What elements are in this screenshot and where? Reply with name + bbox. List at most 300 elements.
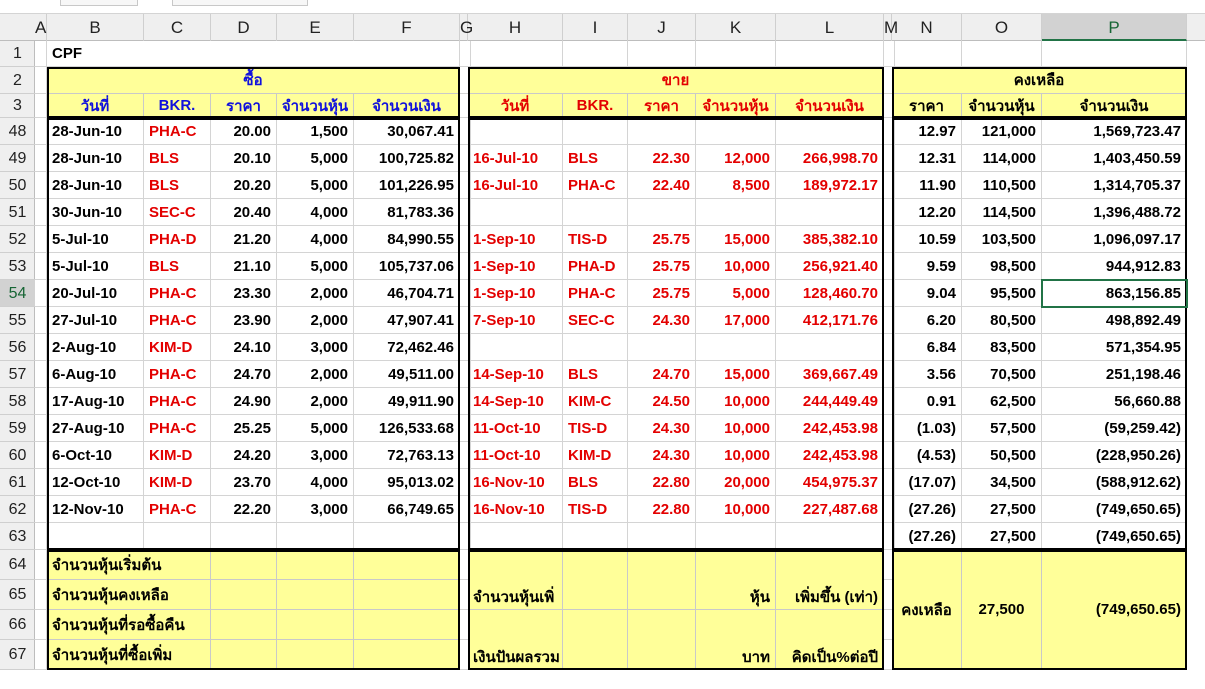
row-header-62[interactable]: 62 [0, 496, 35, 523]
balance-summary-amount[interactable]: (749,650.65) [1042, 550, 1187, 670]
row-header-51[interactable]: 51 [0, 199, 35, 226]
buy-cell[interactable] [277, 523, 354, 550]
gap-cell[interactable] [35, 523, 47, 550]
sell-cell[interactable] [628, 199, 696, 226]
balance-cell[interactable]: (17.07) [892, 469, 962, 496]
buy-cell[interactable]: 3,000 [277, 496, 354, 523]
summary-label[interactable]: จำนวนหุ้นที่ซื้อเพิ่ม [47, 640, 211, 670]
row-header-49[interactable]: 49 [0, 145, 35, 172]
buy-cell[interactable]: 6-Aug-10 [47, 361, 144, 388]
sell-header-2[interactable]: ราคา [628, 94, 696, 118]
buy-cell[interactable]: 2,000 [277, 280, 354, 307]
gap-cell[interactable] [35, 118, 47, 145]
buy-cell[interactable]: 20-Jul-10 [47, 280, 144, 307]
balance-header-0[interactable]: ราคา [892, 94, 962, 118]
sell-cell[interactable]: 256,921.40 [776, 253, 884, 280]
sell-cell[interactable] [776, 334, 884, 361]
balance-cell[interactable]: 1,569,723.47 [1042, 118, 1187, 145]
sell-cell[interactable] [696, 523, 776, 550]
sell-cell[interactable]: 10,000 [696, 496, 776, 523]
gap-cell[interactable] [35, 640, 47, 670]
sell-cell[interactable]: 25.75 [628, 253, 696, 280]
sell-cell[interactable]: 16-Nov-10 [468, 469, 563, 496]
sell-cell[interactable]: 189,972.17 [776, 172, 884, 199]
sell-cell[interactable]: SEC-C [563, 307, 628, 334]
balance-cell[interactable]: (27.26) [892, 523, 962, 550]
buy-cell[interactable]: 81,783.36 [354, 199, 460, 226]
sell-cell[interactable]: 15,000 [696, 361, 776, 388]
sell-cell[interactable]: 128,460.70 [776, 280, 884, 307]
buy-cell[interactable]: PHA-C [144, 118, 211, 145]
sell-cell[interactable]: 16-Jul-10 [468, 172, 563, 199]
gap-cell[interactable] [35, 442, 47, 469]
buy-cell[interactable]: 3,000 [277, 334, 354, 361]
empty-cell[interactable] [628, 41, 696, 67]
balance-summary-qty[interactable]: 27,500 [962, 550, 1042, 670]
buy-cell[interactable]: 6-Oct-10 [47, 442, 144, 469]
buy-cell[interactable]: 100,725.82 [354, 145, 460, 172]
row-header-66[interactable]: 66 [0, 610, 35, 640]
sell-cell[interactable]: 12,000 [696, 145, 776, 172]
sell-cell[interactable]: TIS-D [563, 415, 628, 442]
summary-empty-cell[interactable] [277, 580, 354, 610]
column-header-c[interactable]: C [144, 14, 211, 41]
buy-cell[interactable]: PHA-C [144, 496, 211, 523]
row-header-52[interactable]: 52 [0, 226, 35, 253]
empty-cell[interactable] [962, 41, 1042, 67]
sell-cell[interactable]: 1-Sep-10 [468, 253, 563, 280]
buy-cell[interactable]: 84,990.55 [354, 226, 460, 253]
gap-cell[interactable] [35, 145, 47, 172]
row-header-60[interactable]: 60 [0, 442, 35, 469]
row-header-57[interactable]: 57 [0, 361, 35, 388]
row-header-54[interactable]: 54 [0, 280, 35, 307]
balance-cell[interactable]: 6.20 [892, 307, 962, 334]
column-header-o[interactable]: O [962, 14, 1042, 41]
balance-cell[interactable]: 57,500 [962, 415, 1042, 442]
buy-cell[interactable]: 5-Jul-10 [47, 226, 144, 253]
buy-cell[interactable]: 2-Aug-10 [47, 334, 144, 361]
sell-cell[interactable]: 14-Sep-10 [468, 388, 563, 415]
row-header-61[interactable]: 61 [0, 469, 35, 496]
sell-cell[interactable] [696, 334, 776, 361]
sell-cell[interactable] [468, 334, 563, 361]
sell-cell[interactable] [696, 199, 776, 226]
buy-cell[interactable]: KIM-D [144, 469, 211, 496]
row-header-48[interactable]: 48 [0, 118, 35, 145]
row-header-65[interactable]: 65 [0, 580, 35, 610]
balance-cell[interactable]: 9.59 [892, 253, 962, 280]
buy-cell[interactable]: 49,511.00 [354, 361, 460, 388]
buy-cell[interactable]: PHA-C [144, 415, 211, 442]
buy-cell[interactable]: 2,000 [277, 307, 354, 334]
row-header-3[interactable]: 3 [0, 94, 35, 118]
balance-cell[interactable]: 103,500 [962, 226, 1042, 253]
gap-cell[interactable] [35, 496, 47, 523]
buy-cell[interactable]: 72,462.46 [354, 334, 460, 361]
buy-cell[interactable]: 3,000 [277, 442, 354, 469]
gap-cell[interactable] [35, 199, 47, 226]
sell-cell[interactable]: PHA-C [563, 280, 628, 307]
buy-cell[interactable]: 17-Aug-10 [47, 388, 144, 415]
buy-cell[interactable]: 23.70 [211, 469, 277, 496]
column-header-p[interactable]: P [1042, 14, 1187, 41]
balance-header-2[interactable]: จำนวนเงิน [1042, 94, 1187, 118]
sell-summary-label-2[interactable]: เงินปันผลรวม [468, 610, 563, 670]
buy-cell[interactable]: 20.40 [211, 199, 277, 226]
column-header-b[interactable]: B [47, 14, 144, 41]
buy-cell[interactable]: 47,907.41 [354, 307, 460, 334]
gap-cell[interactable] [35, 610, 47, 640]
empty-cell[interactable] [1042, 41, 1187, 67]
summary-empty-cell[interactable] [211, 580, 277, 610]
column-header-j[interactable]: J [628, 14, 696, 41]
sell-cell[interactable]: 5,000 [696, 280, 776, 307]
column-header-d[interactable]: D [211, 14, 277, 41]
balance-cell[interactable]: 27,500 [962, 523, 1042, 550]
buy-section-header[interactable]: ซื้อ [47, 67, 460, 94]
balance-cell[interactable]: 3.56 [892, 361, 962, 388]
summary-empty-cell[interactable] [211, 640, 277, 670]
empty-cell[interactable] [563, 41, 628, 67]
buy-cell[interactable]: 105,737.06 [354, 253, 460, 280]
sell-cell[interactable]: 266,998.70 [776, 145, 884, 172]
sell-cell[interactable] [563, 118, 628, 145]
buy-header-3[interactable]: จำนวนหุ้น [277, 94, 354, 118]
buy-cell[interactable]: 30,067.41 [354, 118, 460, 145]
gap-cell[interactable] [35, 41, 47, 67]
sell-cell[interactable]: BLS [563, 469, 628, 496]
column-header-f[interactable]: F [354, 14, 460, 41]
buy-cell[interactable]: 66,749.65 [354, 496, 460, 523]
buy-cell[interactable]: 2,000 [277, 388, 354, 415]
buy-cell[interactable] [354, 523, 460, 550]
sell-cell[interactable]: 16-Nov-10 [468, 496, 563, 523]
sell-cell[interactable]: PHA-C [563, 172, 628, 199]
buy-cell[interactable] [144, 523, 211, 550]
summary-empty-cell[interactable] [354, 580, 460, 610]
sell-section-header[interactable]: ขาย [468, 67, 884, 94]
sell-summary-unit-1[interactable]: หุ้น [696, 550, 776, 610]
sell-cell[interactable] [563, 199, 628, 226]
buy-cell[interactable]: 21.20 [211, 226, 277, 253]
sell-header-4[interactable]: จำนวนเงิน [776, 94, 884, 118]
buy-cell[interactable]: 95,013.02 [354, 469, 460, 496]
summary-empty-cell[interactable] [628, 550, 696, 610]
buy-cell[interactable]: 2,000 [277, 361, 354, 388]
buy-cell[interactable]: 28-Jun-10 [47, 172, 144, 199]
gap-cell[interactable] [35, 415, 47, 442]
balance-cell[interactable]: (59,259.42) [1042, 415, 1187, 442]
buy-cell[interactable]: 24.10 [211, 334, 277, 361]
gap-cell[interactable] [35, 307, 47, 334]
empty-cell[interactable] [696, 41, 776, 67]
row-header-1[interactable]: 1 [0, 41, 35, 67]
sell-cell[interactable]: 10,000 [696, 253, 776, 280]
buy-cell[interactable]: 4,000 [277, 469, 354, 496]
sell-cell[interactable]: 25.75 [628, 280, 696, 307]
balance-cell[interactable]: 1,403,450.59 [1042, 145, 1187, 172]
row-header-53[interactable]: 53 [0, 253, 35, 280]
balance-cell[interactable]: 944,912.83 [1042, 253, 1187, 280]
balance-cell[interactable]: 121,000 [962, 118, 1042, 145]
summary-empty-cell[interactable] [563, 550, 628, 610]
buy-cell[interactable]: 20.20 [211, 172, 277, 199]
empty-cell[interactable] [892, 41, 962, 67]
balance-cell[interactable]: 34,500 [962, 469, 1042, 496]
balance-cell[interactable]: 114,000 [962, 145, 1042, 172]
sell-cell[interactable]: 17,000 [696, 307, 776, 334]
buy-cell[interactable]: 5-Jul-10 [47, 253, 144, 280]
balance-cell[interactable]: 50,500 [962, 442, 1042, 469]
buy-cell[interactable]: 24.70 [211, 361, 277, 388]
sell-cell[interactable] [628, 118, 696, 145]
sell-cell[interactable]: 1-Sep-10 [468, 280, 563, 307]
sell-cell[interactable] [628, 523, 696, 550]
buy-cell[interactable]: BLS [144, 172, 211, 199]
sell-cell[interactable]: 369,667.49 [776, 361, 884, 388]
summary-empty-cell[interactable] [211, 610, 277, 640]
sell-cell[interactable]: 14-Sep-10 [468, 361, 563, 388]
gap-cell[interactable] [35, 253, 47, 280]
sell-cell[interactable]: TIS-D [563, 496, 628, 523]
column-header-i[interactable]: I [563, 14, 628, 41]
title-cell[interactable]: CPF [47, 41, 460, 67]
column-header-g[interactable]: G [460, 14, 468, 41]
sell-cell[interactable]: KIM-C [563, 388, 628, 415]
row-header-58[interactable]: 58 [0, 388, 35, 415]
balance-cell[interactable]: 12.20 [892, 199, 962, 226]
sell-cell[interactable]: 1-Sep-10 [468, 226, 563, 253]
summary-empty-cell[interactable] [628, 610, 696, 670]
sell-cell[interactable]: BLS [563, 361, 628, 388]
sell-cell[interactable]: 24.30 [628, 442, 696, 469]
sell-summary-label-1[interactable]: จำนวนหุ้นเพิ่ [468, 550, 563, 610]
sell-cell[interactable]: 24.70 [628, 361, 696, 388]
buy-cell[interactable]: 23.30 [211, 280, 277, 307]
sell-cell[interactable]: 242,453.98 [776, 442, 884, 469]
buy-cell[interactable] [211, 523, 277, 550]
sell-cell[interactable]: 10,000 [696, 442, 776, 469]
balance-cell[interactable]: 1,314,705.37 [1042, 172, 1187, 199]
sell-cell[interactable] [563, 334, 628, 361]
sell-header-1[interactable]: BKR. [563, 94, 628, 118]
row-header-50[interactable]: 50 [0, 172, 35, 199]
summary-label[interactable]: จำนวนหุ้นที่รอซื้อคืน [47, 610, 211, 640]
buy-cell[interactable]: BLS [144, 253, 211, 280]
buy-cell[interactable]: KIM-D [144, 334, 211, 361]
balance-cell[interactable]: 62,500 [962, 388, 1042, 415]
summary-empty-cell[interactable] [354, 550, 460, 580]
sell-header-0[interactable]: วันที่ [468, 94, 563, 118]
balance-cell[interactable]: (228,950.26) [1042, 442, 1187, 469]
empty-cell[interactable] [468, 41, 563, 67]
summary-empty-cell[interactable] [354, 640, 460, 670]
gap-cell[interactable] [35, 388, 47, 415]
sell-cell[interactable]: 454,975.37 [776, 469, 884, 496]
gap-cell[interactable] [35, 226, 47, 253]
sell-cell[interactable]: 20,000 [696, 469, 776, 496]
buy-cell[interactable]: 5,000 [277, 172, 354, 199]
buy-cell[interactable]: PHA-C [144, 307, 211, 334]
sell-cell[interactable] [776, 199, 884, 226]
buy-cell[interactable]: 4,000 [277, 199, 354, 226]
summary-empty-cell[interactable] [354, 610, 460, 640]
buy-cell[interactable]: BLS [144, 145, 211, 172]
summary-empty-cell[interactable] [277, 550, 354, 580]
balance-cell[interactable]: 27,500 [962, 496, 1042, 523]
buy-cell[interactable]: 1,500 [277, 118, 354, 145]
buy-cell[interactable]: PHA-C [144, 361, 211, 388]
buy-header-2[interactable]: ราคา [211, 94, 277, 118]
sell-cell[interactable]: 10,000 [696, 415, 776, 442]
balance-cell[interactable]: 6.84 [892, 334, 962, 361]
buy-cell[interactable]: 101,226.95 [354, 172, 460, 199]
summary-empty-cell[interactable] [277, 640, 354, 670]
buy-cell[interactable]: 72,763.13 [354, 442, 460, 469]
sell-cell[interactable]: BLS [563, 145, 628, 172]
balance-cell[interactable]: 114,500 [962, 199, 1042, 226]
row-header-63[interactable]: 63 [0, 523, 35, 550]
empty-cell[interactable] [776, 41, 884, 67]
buy-cell[interactable]: 28-Jun-10 [47, 118, 144, 145]
gap-cell[interactable] [35, 172, 47, 199]
balance-cell[interactable]: 10.59 [892, 226, 962, 253]
gap-cell[interactable] [35, 361, 47, 388]
sell-cell[interactable] [628, 334, 696, 361]
balance-cell[interactable]: 12.97 [892, 118, 962, 145]
buy-header-0[interactable]: วันที่ [47, 94, 144, 118]
buy-cell[interactable]: 30-Jun-10 [47, 199, 144, 226]
sell-cell[interactable]: 22.80 [628, 469, 696, 496]
buy-cell[interactable]: 27-Jul-10 [47, 307, 144, 334]
buy-cell[interactable]: 12-Nov-10 [47, 496, 144, 523]
sell-cell[interactable]: 385,382.10 [776, 226, 884, 253]
sell-cell[interactable]: 15,000 [696, 226, 776, 253]
balance-cell[interactable]: 0.91 [892, 388, 962, 415]
gap-cell[interactable] [35, 334, 47, 361]
balance-cell[interactable]: 80,500 [962, 307, 1042, 334]
column-header-m[interactable]: M [884, 14, 892, 41]
balance-cell[interactable]: 12.31 [892, 145, 962, 172]
buy-cell[interactable] [47, 523, 144, 550]
balance-cell[interactable]: 70,500 [962, 361, 1042, 388]
buy-cell[interactable]: 49,911.90 [354, 388, 460, 415]
buy-cell[interactable]: 126,533.68 [354, 415, 460, 442]
sell-cell[interactable]: 22.80 [628, 496, 696, 523]
gap-cell[interactable] [35, 469, 47, 496]
sell-cell[interactable]: 11-Oct-10 [468, 415, 563, 442]
sell-cell[interactable]: 24.30 [628, 415, 696, 442]
row-header-59[interactable]: 59 [0, 415, 35, 442]
sell-cell[interactable] [776, 523, 884, 550]
balance-cell[interactable]: (749,650.65) [1042, 496, 1187, 523]
buy-cell[interactable]: 24.90 [211, 388, 277, 415]
balance-cell[interactable]: 11.90 [892, 172, 962, 199]
column-header-a[interactable]: A [35, 14, 47, 41]
balance-cell[interactable]: 498,892.49 [1042, 307, 1187, 334]
buy-header-1[interactable]: BKR. [144, 94, 211, 118]
sell-cell[interactable]: 24.50 [628, 388, 696, 415]
balance-cell[interactable]: 1,396,488.72 [1042, 199, 1187, 226]
buy-cell[interactable]: 28-Jun-10 [47, 145, 144, 172]
buy-cell[interactable]: SEC-C [144, 199, 211, 226]
sell-cell[interactable]: 22.30 [628, 145, 696, 172]
balance-cell[interactable]: 1,096,097.17 [1042, 226, 1187, 253]
column-header-l[interactable]: L [776, 14, 884, 41]
balance-header-1[interactable]: จำนวนหุ้น [962, 94, 1042, 118]
buy-cell[interactable]: 20.00 [211, 118, 277, 145]
buy-cell[interactable]: PHA-D [144, 226, 211, 253]
sell-summary-unit-2[interactable]: บาท [696, 610, 776, 670]
row-header-56[interactable]: 56 [0, 334, 35, 361]
buy-cell[interactable]: 5,000 [277, 145, 354, 172]
sell-cell[interactable]: TIS-D [563, 226, 628, 253]
balance-summary-label[interactable]: คงเหลือ [892, 550, 962, 670]
gap-cell[interactable] [35, 280, 47, 307]
buy-cell[interactable]: 21.10 [211, 253, 277, 280]
sell-cell[interactable]: PHA-D [563, 253, 628, 280]
buy-cell[interactable]: PHA-C [144, 388, 211, 415]
buy-cell[interactable]: 24.20 [211, 442, 277, 469]
balance-cell[interactable]: (27.26) [892, 496, 962, 523]
sell-cell[interactable]: 24.30 [628, 307, 696, 334]
balance-cell[interactable]: (1.03) [892, 415, 962, 442]
column-header-e[interactable]: E [277, 14, 354, 41]
row-header-55[interactable]: 55 [0, 307, 35, 334]
sell-cell[interactable] [696, 118, 776, 145]
sell-cell[interactable] [468, 118, 563, 145]
balance-cell[interactable]: 83,500 [962, 334, 1042, 361]
column-header-n[interactable]: N [892, 14, 962, 41]
summary-empty-cell[interactable] [277, 610, 354, 640]
sell-cell[interactable] [468, 523, 563, 550]
sell-cell[interactable]: 227,487.68 [776, 496, 884, 523]
sell-cell[interactable]: 10,000 [696, 388, 776, 415]
sell-cell[interactable] [468, 199, 563, 226]
column-header-h[interactable]: H [468, 14, 563, 41]
balance-cell[interactable]: (588,912.62) [1042, 469, 1187, 496]
sell-cell[interactable] [776, 118, 884, 145]
sell-cell[interactable]: 16-Jul-10 [468, 145, 563, 172]
buy-cell[interactable]: 46,704.71 [354, 280, 460, 307]
column-header-k[interactable]: K [696, 14, 776, 41]
balance-cell[interactable]: 863,156.85 [1042, 280, 1187, 307]
buy-cell[interactable]: 20.10 [211, 145, 277, 172]
sell-summary-note-2[interactable]: คิดเป็น%ต่อปี [776, 610, 884, 670]
balance-cell[interactable]: 110,500 [962, 172, 1042, 199]
buy-cell[interactable]: PHA-C [144, 280, 211, 307]
summary-label[interactable]: จำนวนหุ้นคงเหลือ [47, 580, 211, 610]
summary-label[interactable]: จำนวนหุ้นเริ่มต้น [47, 550, 211, 580]
buy-cell[interactable]: 22.20 [211, 496, 277, 523]
row-header-64[interactable]: 64 [0, 550, 35, 580]
balance-cell[interactable]: 95,500 [962, 280, 1042, 307]
buy-header-4[interactable]: จำนวนเงิน [354, 94, 460, 118]
buy-cell[interactable]: 4,000 [277, 226, 354, 253]
sell-summary-note-1[interactable]: เพิ่มขึ้น (เท่า) [776, 550, 884, 610]
buy-cell[interactable]: 12-Oct-10 [47, 469, 144, 496]
row-header-2[interactable]: 2 [0, 67, 35, 94]
buy-cell[interactable]: 5,000 [277, 415, 354, 442]
buy-cell[interactable]: KIM-D [144, 442, 211, 469]
summary-empty-cell[interactable] [563, 610, 628, 670]
gap-cell[interactable] [35, 67, 47, 94]
sell-cell[interactable]: 244,449.49 [776, 388, 884, 415]
balance-cell[interactable]: 571,354.95 [1042, 334, 1187, 361]
balance-cell[interactable]: 251,198.46 [1042, 361, 1187, 388]
row-header-67[interactable]: 67 [0, 640, 35, 670]
